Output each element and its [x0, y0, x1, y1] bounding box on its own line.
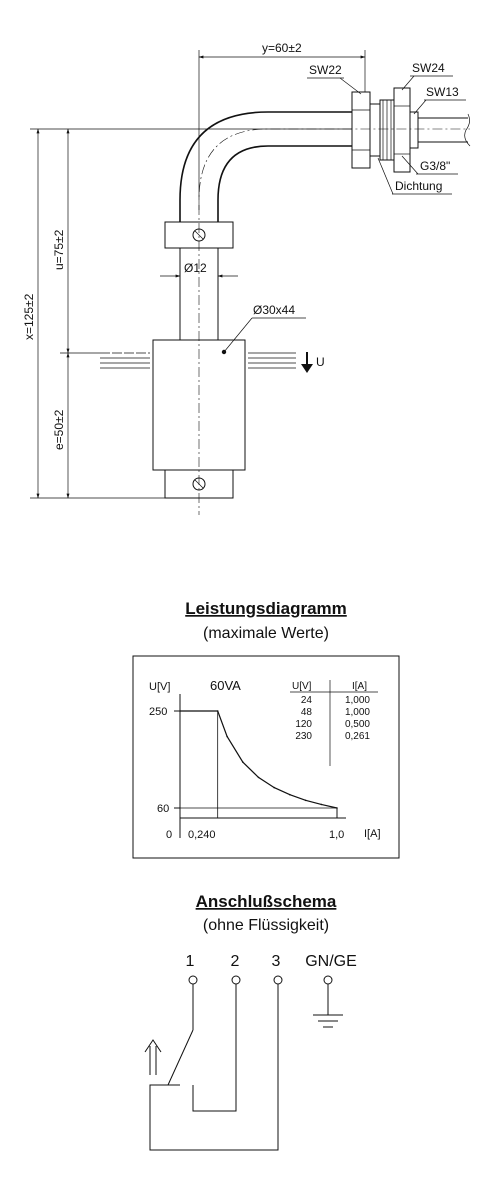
performance-subtitle: (maximale Werte): [203, 625, 329, 642]
terminal-label-3: 3: [271, 953, 281, 970]
table-cell-current: 0,500: [344, 719, 370, 730]
curve-point: [273, 787, 275, 789]
rod-diameter-label: Ø12: [184, 261, 207, 275]
dim-e-label: e=50±2: [52, 409, 66, 450]
terminal-gnge: [324, 976, 332, 984]
sw24-nut: [394, 88, 410, 172]
thread-label: G3/8": [420, 159, 451, 173]
chart-marks: [179, 710, 338, 818]
seal-label: Dichtung: [395, 179, 443, 193]
float-switch-drawing: [22, 41, 470, 515]
table-cell-voltage: 230: [295, 731, 312, 742]
table-cell-voltage: 24: [300, 695, 312, 706]
curve-point: [179, 710, 181, 712]
wiring-diagram: [145, 953, 357, 1150]
sw24-label: SW24: [412, 61, 445, 75]
table-cell-current: 1,000: [344, 695, 370, 706]
x-axis-label: I[A]: [364, 828, 381, 840]
performance-chart: [133, 656, 399, 858]
x-tick-label-0: 0: [166, 829, 173, 841]
terminal-3: [274, 976, 282, 984]
table-rows: [295, 695, 370, 742]
dim-u-label: u=75±2: [52, 229, 66, 270]
power-annotation: 60VA: [210, 678, 241, 693]
curve-point: [289, 794, 291, 796]
switch-contact-blade: [168, 1030, 193, 1085]
power-limit-curve: [180, 711, 337, 808]
level-arrow-icon: [301, 352, 313, 373]
x-tick-label-0240: 0,240: [188, 829, 216, 841]
table-cell-voltage: 120: [295, 719, 312, 730]
float-size-label: Ø30x44: [253, 303, 296, 317]
sw13-label: SW13: [426, 85, 459, 99]
curve-point: [336, 807, 338, 809]
curve-point: [242, 761, 244, 763]
fitting-body: [370, 104, 380, 156]
table-cell-current: 0,261: [344, 731, 370, 742]
wire-2: [193, 984, 236, 1111]
y-axis-label: U[V]: [149, 681, 171, 693]
terminal-1: [189, 976, 197, 984]
up-arrow-icon: [145, 1040, 161, 1075]
curve-point: [217, 710, 219, 712]
curve-point: [321, 804, 323, 806]
terminal-2: [232, 976, 240, 984]
table-header-i: I[A]: [352, 681, 368, 692]
terminal-label-1: 1: [185, 953, 195, 970]
terminal-label-gnge: GN/GE: [305, 953, 357, 970]
liquid-level-left: [100, 353, 150, 368]
dim-y-label: y=60±2: [262, 41, 302, 55]
y-tick-label-60: 60: [157, 803, 170, 815]
bent-tube-inner: [218, 146, 352, 222]
x-tick-label-1: 1,0: [329, 829, 345, 841]
wire-3: [150, 984, 278, 1150]
level-label: U: [316, 355, 325, 369]
sw13-hex: [410, 112, 418, 148]
sw22-nut: [352, 92, 370, 168]
curve-point: [258, 777, 260, 779]
y-tick-label-250: 250: [149, 706, 168, 718]
table-cell-current: 1,000: [344, 707, 370, 718]
curve-point: [226, 736, 228, 738]
dim-x-label: x=125±2: [22, 293, 36, 340]
table-header-u: U[V]: [292, 681, 312, 692]
table-cell-voltage: 48: [300, 707, 312, 718]
curve-point: [305, 800, 307, 802]
performance-title: Leistungsdiagramm: [185, 599, 347, 618]
wiring-title: Anschlußschema: [195, 892, 337, 911]
terminal-label-2: 2: [230, 953, 240, 970]
sw22-label: SW22: [309, 63, 342, 77]
liquid-level-right: [248, 353, 296, 368]
wiring-subtitle: (ohne Flüssigkeit): [202, 917, 330, 934]
bent-tube-outer: [180, 112, 352, 222]
